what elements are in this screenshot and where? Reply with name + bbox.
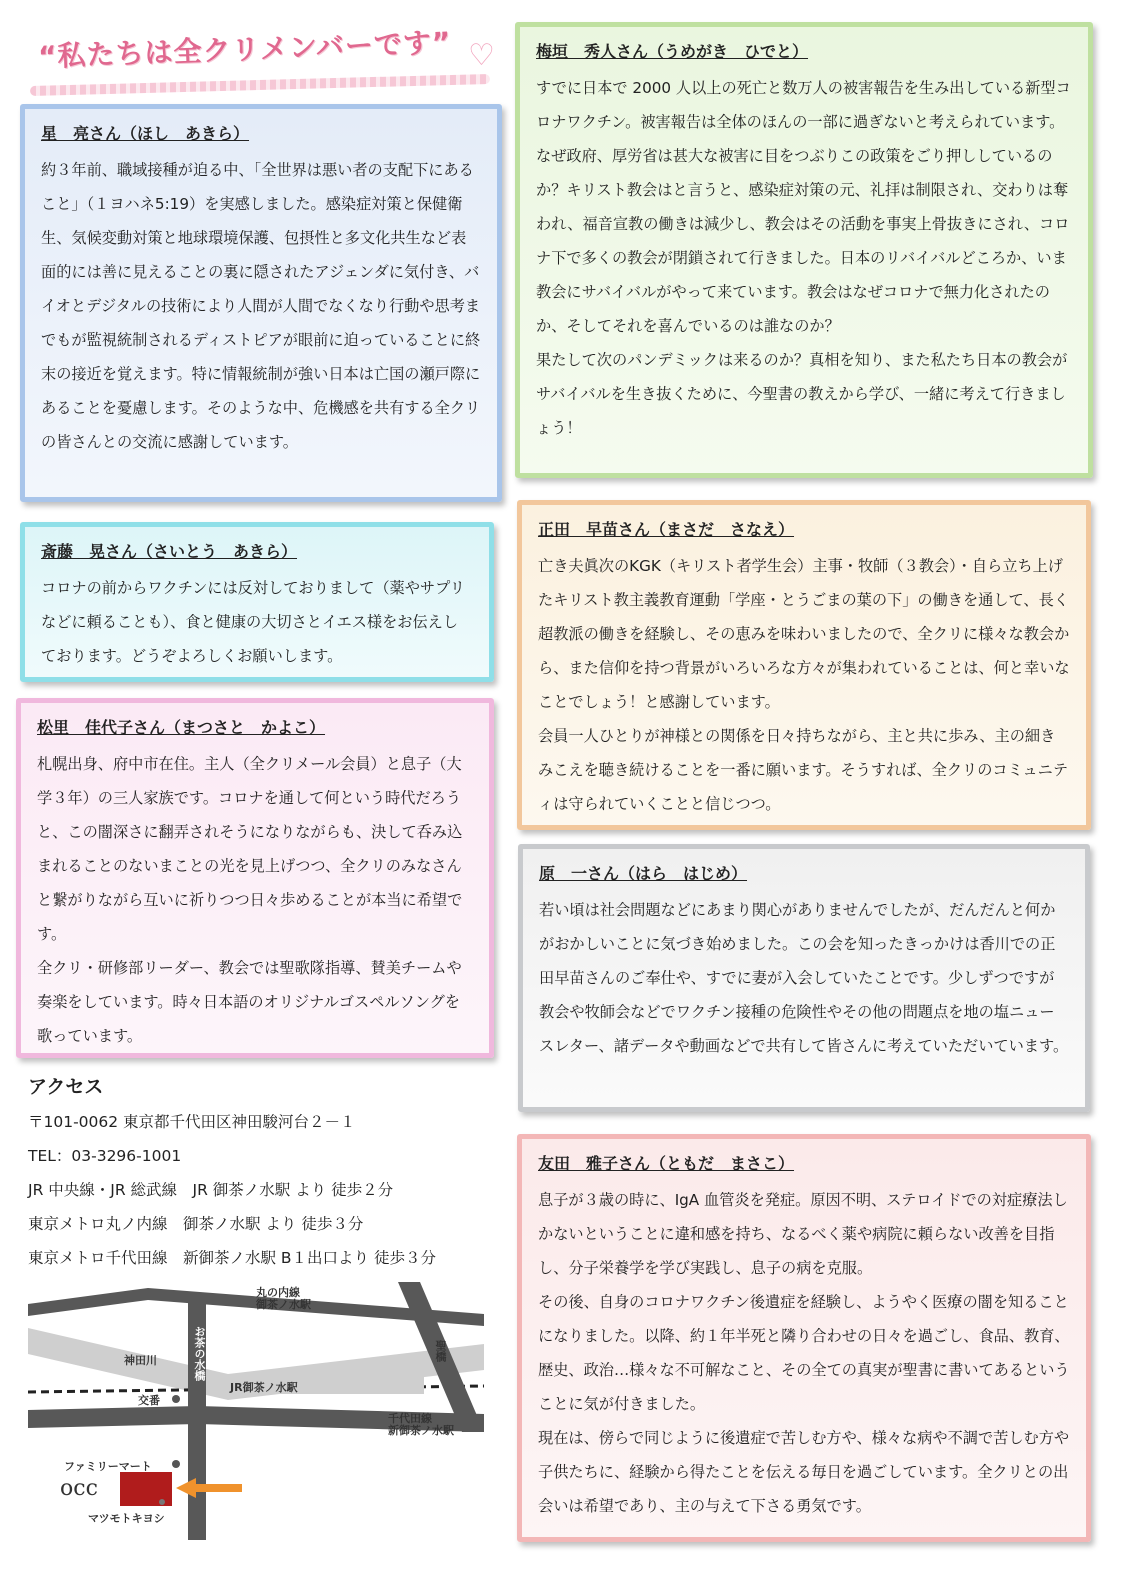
map-label-ochanomizu: 御茶ノ水駅: [256, 1298, 311, 1311]
map-label-matsumoto-kiyoshi: マツモトキヨシ: [88, 1512, 165, 1525]
member-card-hara: [518, 844, 1090, 1112]
map-label-marunouchi: 丸の内線: [256, 1286, 300, 1299]
map-label-ochanomizu-bashi: お茶の水橋: [193, 1326, 206, 1381]
occ-logo: occ: [60, 1476, 98, 1501]
access-tel: TEL：03-3296-1001: [28, 1147, 182, 1165]
member-text: 息子が３歳の時に、IgA 血管炎を発症。原因不明、ステロイドでの対症療法しかないということに違和感を持ち、なるべく薬や病院に頼らない改善を目指し、分子栄養学を学び実践し、息子の病を克服。: [538, 1191, 1068, 1277]
member-text: 全クリ・研修部リーダー、教会では聖歌隊指導、賛美チームや奏楽をしています。時々日本語のオリジナルゴスペルソングを歌っています。: [37, 959, 462, 1045]
map-label-koban: 交番: [138, 1394, 160, 1407]
map-label-hijiri-bashi: 聖橋: [434, 1340, 447, 1362]
member-text: 亡き夫眞次のKGK（キリスト者学生会）主事・牧師（３教会）・自ら立ち上げたキリスト教主義教育運動「学座・とうごまの葉の下」の働きを通して、長く超教派の働きを経験し、その恵みを味わいましたので、全クリに様々な教会から、また信仰を持つ背景がいろいろな方々が集われていることは、何と幸いなことでしょう！と感謝しています。: [538, 557, 1070, 711]
map-label-jr-station: JR御茶ノ水駅: [230, 1381, 298, 1394]
location-arrow: [176, 1478, 242, 1498]
member-text: 若い頃は社会問題などにあまり関心がありませんでしたが、だんだんと何かがおかしいことに気づき始めました。この会を知ったきっかけは香川での正田早苗さんのご奉仕や、すでに妻が入会していたことです。少しずつですが教会や牧師会などでワクチン接種の危険性やその他の問題点を地の塩ニュースレター、諸データや動画などで共有して皆さんに考えていただいています。: [539, 901, 1069, 1055]
building-marker: [159, 1499, 165, 1505]
member-name: 松里 佳代子さん（まつさと かよこ）: [37, 718, 326, 737]
member-name: 正田 早苗さん（まさだ さなえ）: [538, 520, 795, 539]
member-text: 果たして次のパンデミックは来るのか？真相を知り、また私たち日本の教会がサバイバルを生き抜くために、今聖書の教えから学び、一緒に考えて行きましょう！: [536, 351, 1068, 437]
map-label-kanda-river: 神田川: [124, 1354, 157, 1367]
member-text: すでに日本で 2000 人以上の死亡と数万人の被害報告を生み出している新型コロナワクチン。被害報告は全体のほんの一部に過ぎないと考えられています。なぜ政府、厚労省は甚大な被害に目をつぶりこの政策をごり押ししているのか？キリスト教会はと言うと、感染症対策の元、礼拝は制限され、交わりは奪われ、福音宣教の働きは減少し、教会はその活動を事実上骨抜きにされ、コロナ下で多くの教会が閉鎖されて行きました。日本のリバイバルどころか、いま教会にサバイバルがやって来ています。教会はなぜコロナで無力化されたのか、そしてそれを喜んでいるのは誰なのか？: [536, 79, 1071, 335]
member-card-masada: [517, 500, 1091, 830]
member-card-umegaki: [515, 22, 1093, 478]
access-map: [28, 1282, 484, 1540]
access-route: 東京メトロ千代田線 新御茶ノ水駅 B１出口より 徒歩３分: [28, 1249, 436, 1267]
member-name: 友田 雅子さん（ともだ まさこ）: [538, 1154, 795, 1173]
family-mart-marker: [172, 1460, 180, 1468]
map-label-family-mart: ファミリーマート: [64, 1460, 152, 1473]
map-label-chiyoda-line: 千代田線: [388, 1412, 432, 1425]
member-name: 星 亮さん（ほし あきら）: [41, 124, 250, 143]
access-route: 東京メトロ丸ノ内線 御茶ノ水駅 より 徒歩３分: [28, 1215, 364, 1233]
member-text: 約３年前、職域接種が迫る中、「全世界は悪い者の支配下にあること」（１ヨハネ5:19）を実感しました。感染症対策と保健衛生、気候変動対策と地球環境保護、包摂性と多文化共生など表面的には善に見えることの裏に隠されたアジェンダに気付き、バイオとデジタルの技術により人間が人間でなくなり行動や思考までもが監視統制されるディストピアが眼前に迫っていることに終末の接近を覚えます。特に情報統制が強い日本は亡国の瀬戸際にあることを憂慮します。そのような中、危機感を共有する全クリの皆さんとの交流に感謝しています。: [41, 161, 481, 451]
access-section: [28, 1072, 498, 1275]
title-underline: [30, 74, 490, 96]
member-text: コロナの前からワクチンには反対しておりまして（薬やサプリなどに頼ることも）、食と健康の大切さとイエス様をお伝えしております。どうぞよろしくお願いします。: [41, 579, 465, 665]
member-card-hoshi: [20, 104, 502, 502]
page-title: [30, 18, 500, 98]
map-label-shin-ochanomizu: 新御茶ノ水駅: [388, 1424, 454, 1437]
member-card-matsuzato: [16, 698, 494, 1058]
access-address: 〒101-0062 東京都千代田区神田駿河台２－１: [28, 1113, 356, 1131]
member-card-saito: [20, 522, 494, 682]
member-text: 札幌出身、府中市在住。主人（全クリメール会員）と息子（大学３年）の三人家族です。コロナを通して何という時代だろうと、この闇深さに翻弄されそうになりながらも、決して呑み込まれることのないまことの光を見上げつつ、全クリのみなさんと繋がりながら互いに祈りつつ日々歩めることが本当に希望です。: [37, 755, 463, 943]
member-text: 現在は、傍らで同じように後遺症で苦しむ方や、様々な病や不調で苦しむ方や子供たちに、経験から得たことを伝える毎日を過ごしています。全クリとの出会いは希望であり、主の与えて下さる勇気です。: [538, 1429, 1070, 1515]
member-card-tomoda: [517, 1134, 1091, 1542]
access-route: JR 中央線・JR 総武線 JR 御茶ノ水駅 より 徒歩２分: [28, 1181, 394, 1199]
member-name: 斎藤 晃さん（さいとう あきら）: [41, 542, 298, 561]
member-name: 梅垣 秀人さん（うめがき ひでと）: [536, 42, 809, 61]
access-heading: アクセス: [28, 1076, 104, 1098]
member-name: 原 一さん（はら はじめ）: [539, 864, 748, 883]
heart-icon: ♡: [468, 38, 495, 73]
member-text: その後、自身のコロナワクチン後遺症を経験し、ようやく医療の闇を知ることになりました。以降、約１年半死と隣り合わせの日々を過ごし、食品、教育、歴史、政治…様々な不可解なこと、その全ての真実が聖書に書いてあるということに気が付きました。: [538, 1293, 1070, 1413]
member-text: 会員一人ひとりが神様との関係を日々持ちながら、主と共に歩み、主の細きみこえを聴き続けることを一番に願います。そうすれば、全クリのコミュニティは守られていくことと信じつつ。: [538, 727, 1069, 813]
page-title-text: “私たちは全クリメンバーです”: [37, 25, 452, 74]
koban-marker: [172, 1395, 180, 1403]
